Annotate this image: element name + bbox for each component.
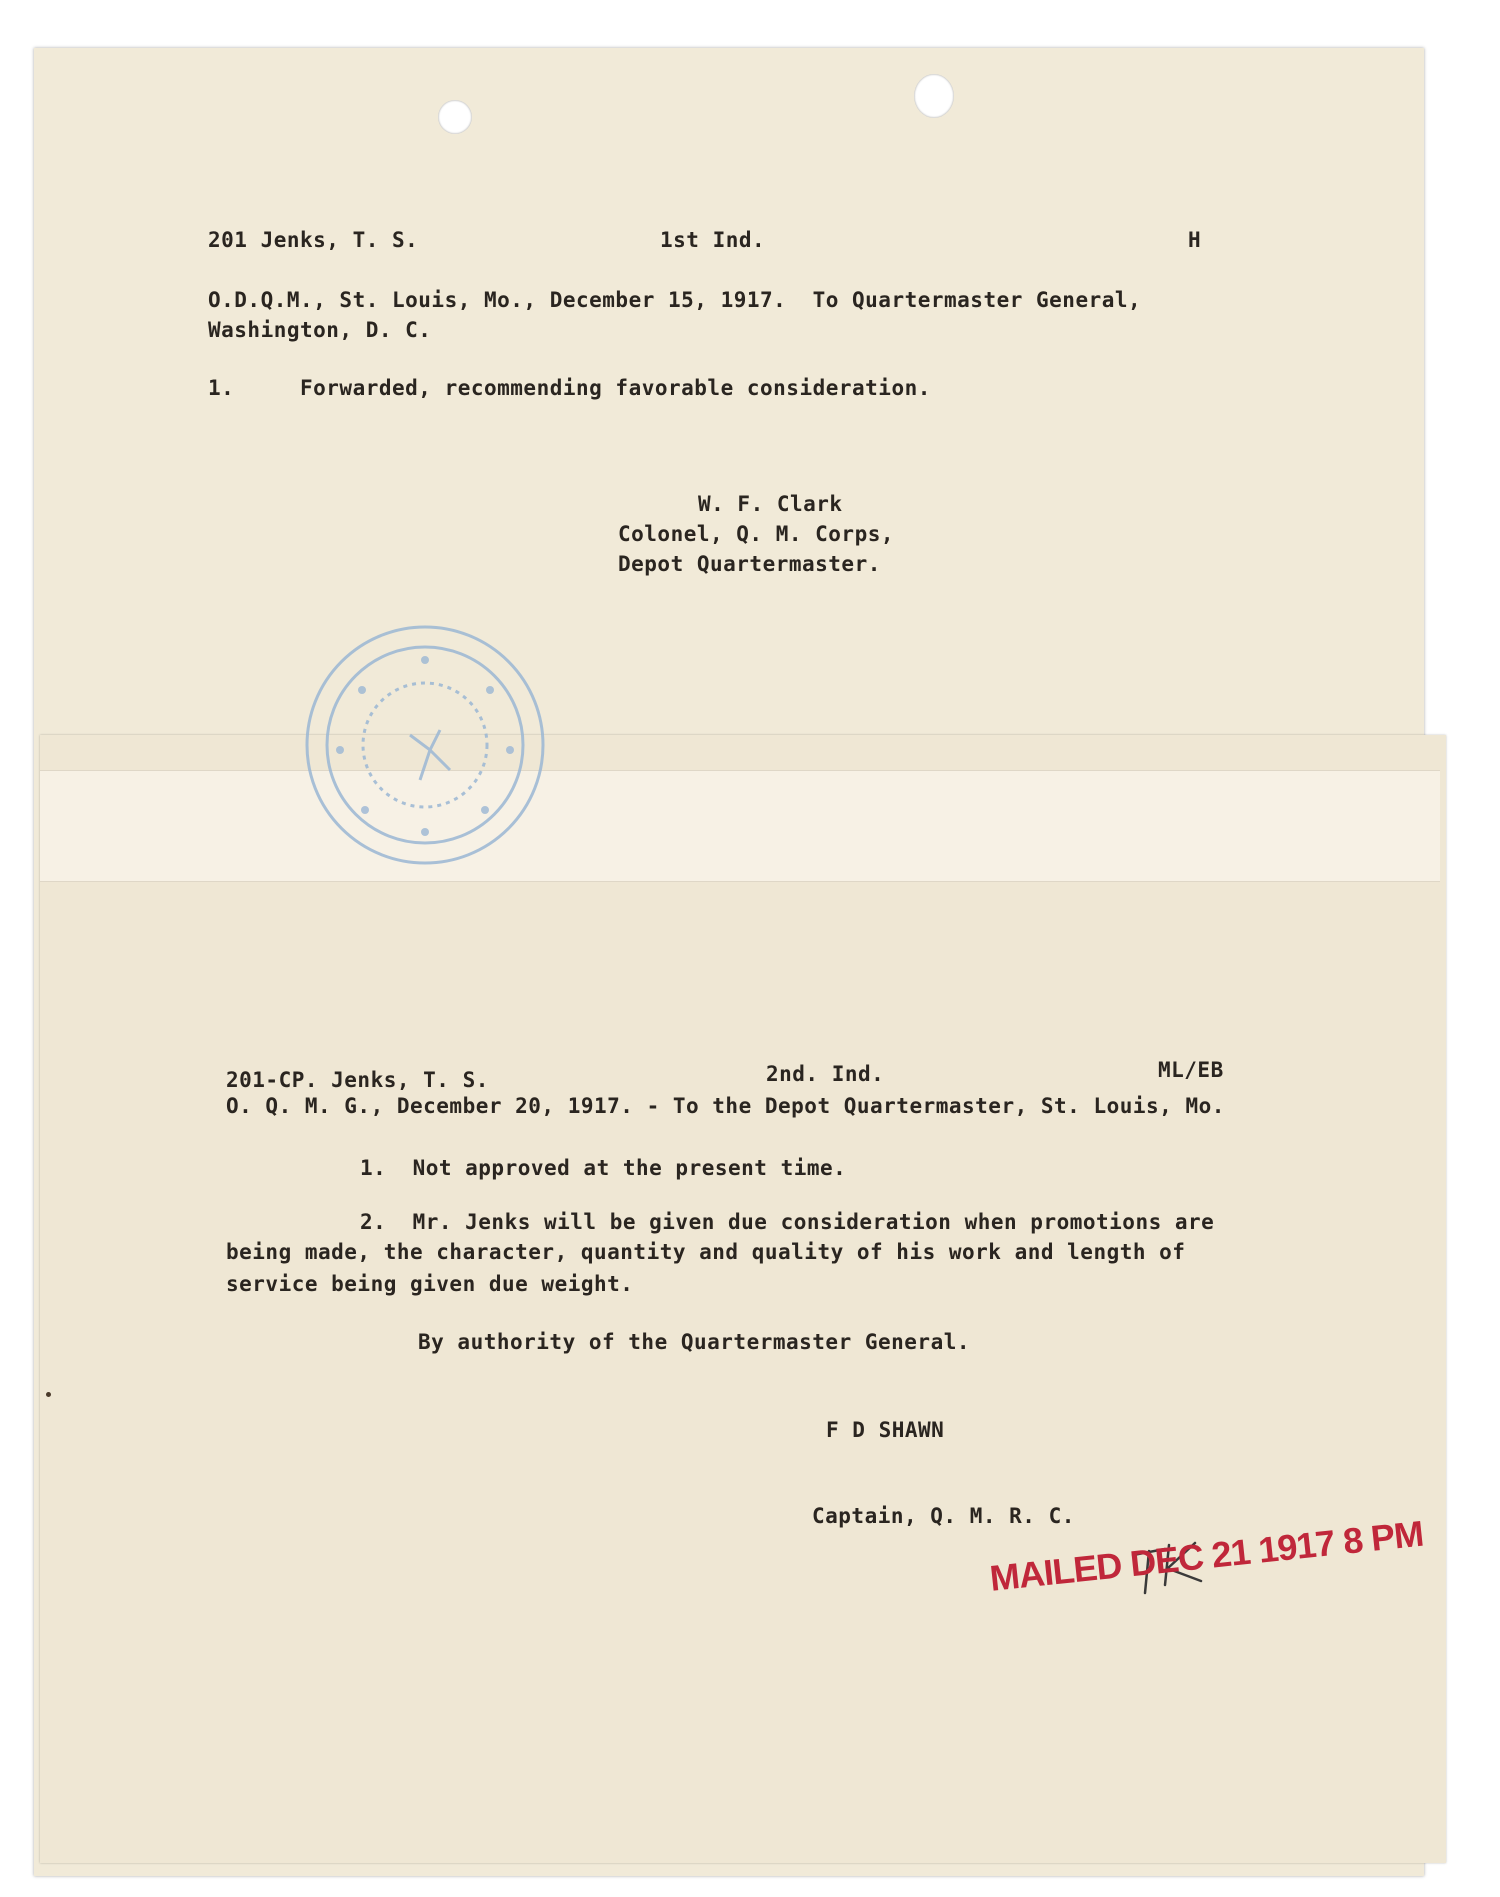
signer-rank: Colonel, Q. M. Corps, bbox=[618, 522, 895, 546]
official-seal bbox=[290, 610, 560, 880]
paragraph-1: 1. Forwarded, recommending favorable consideration. bbox=[208, 376, 931, 400]
routing-line: O.D.Q.M., St. Louis, Mo., December 15, 1917. To Quartermaster General, bbox=[208, 288, 1142, 312]
authority-line: By authority of the Quartermaster General. bbox=[418, 1330, 971, 1354]
paragraph-2-cont: being made, the character, quantity and quality of his work and length of bbox=[226, 1240, 1186, 1264]
signer-name: W. F. Clark bbox=[698, 492, 843, 516]
signer-rank: Captain, Q. M. R. C. bbox=[812, 1504, 1075, 1528]
file-reference: 201-CP. Jenks, T. S. bbox=[226, 1068, 489, 1092]
document-page-lower bbox=[40, 735, 1446, 1863]
punch-hole bbox=[438, 100, 472, 134]
paragraph-2-cont: service being given due weight. bbox=[226, 1272, 634, 1296]
mailed-date-stamp: MAILED DEC 21 1917 8 PM bbox=[987, 1512, 1425, 1599]
signer-title: Depot Quartermaster. bbox=[618, 552, 881, 576]
tape-strip bbox=[40, 770, 1440, 882]
file-reference: 201 Jenks, T. S. bbox=[208, 228, 419, 252]
signer-name: F D SHAWN bbox=[826, 1418, 945, 1442]
indorsement-label: 1st Ind. bbox=[660, 228, 766, 252]
paragraph-2: 2. Mr. Jenks will be given due consideration when promotions are bbox=[360, 1210, 1215, 1234]
paper-speck bbox=[46, 1392, 51, 1397]
routing-line-cont: Washington, D. C. bbox=[208, 318, 432, 342]
routing-line: O. Q. M. G., December 20, 1917. - To the Depot Quartermaster, St. Louis, Mo. bbox=[226, 1094, 1225, 1118]
paragraph-1: 1. Not approved at the present time. bbox=[360, 1156, 847, 1180]
file-mark: H bbox=[1188, 228, 1202, 252]
typist-initials: ML/EB bbox=[1158, 1058, 1224, 1082]
indorsement-label: 2nd. Ind. bbox=[766, 1062, 885, 1086]
punch-hole bbox=[914, 74, 954, 118]
